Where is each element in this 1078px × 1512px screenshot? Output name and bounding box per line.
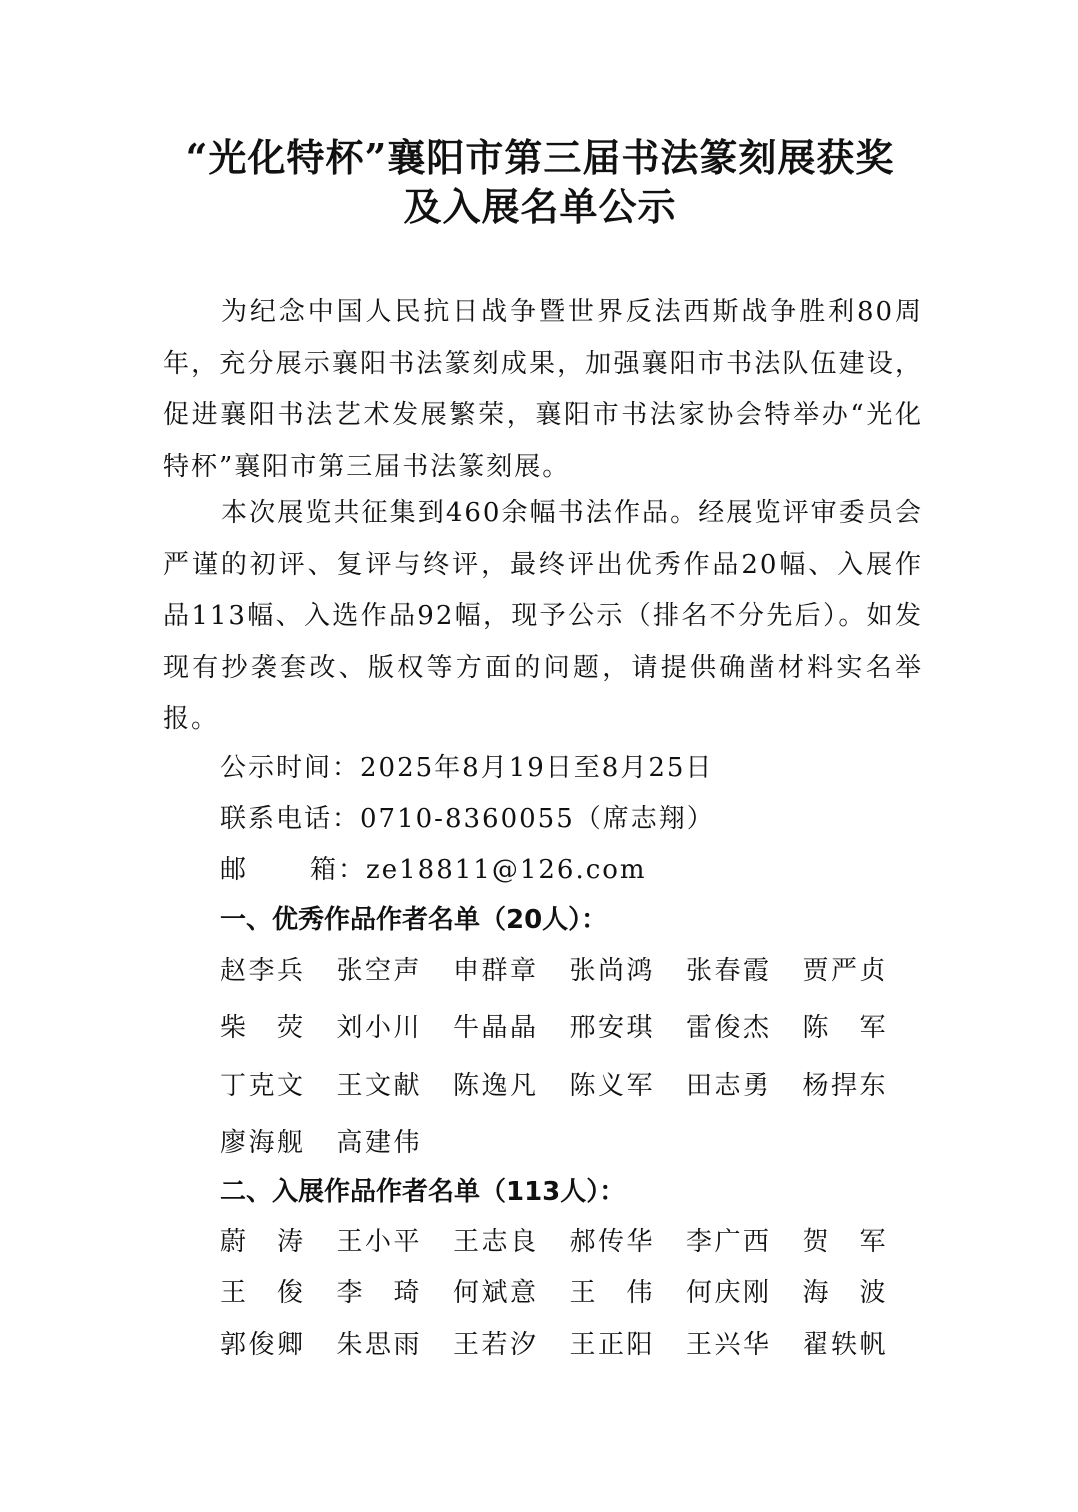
author-name: 雷 俊 杰	[686, 1013, 770, 1043]
author-name: 何 庆 刚	[686, 1278, 770, 1308]
author-name: 李 广 西	[686, 1226, 770, 1257]
author-name: 杨 捍 东	[802, 1070, 887, 1101]
author-name: 陈 军	[802, 1013, 887, 1043]
author-name: 蔚 涛	[220, 1226, 304, 1257]
author-name: 张 尚 鸿	[569, 955, 654, 986]
author-name: 何 斌 意	[453, 1278, 537, 1308]
author-name: 陈 义 军	[569, 1070, 654, 1101]
author-name: 廖 海 舰	[220, 1128, 304, 1158]
author-name: 柴 荧	[220, 1013, 304, 1043]
author-name: 刘 小 川	[336, 1013, 421, 1043]
summary-paragraph: 本次展览共征集到460余幅书法作品。经展览评审委员会严谨的初评、复评与终评，最终评出优秀作品20幅、入展作品113幅、入选作品92幅，现予公示（排名不分先后）。如发现有抄袭套改、版权等方面的问题，请提供确凿材料实名举报。	[163, 498, 923, 734]
summary-paragraph-block	[163, 488, 923, 746]
email-label-part-2: 箱：	[310, 855, 367, 885]
author-name: 田 志 勇	[686, 1070, 770, 1101]
author-name: 翟 轶 帆	[802, 1329, 887, 1360]
author-name: 朱 思 雨	[336, 1329, 421, 1360]
author-name: 贺 军	[802, 1226, 887, 1257]
document-title-line-1: “光化特杯”襄阳市第三届书法篆刻展获奖	[185, 135, 895, 180]
author-name: 申 群 章	[453, 955, 537, 986]
email-line	[220, 845, 647, 896]
publicity-time-value: 2025年8月19日至8月25日	[360, 753, 714, 783]
author-name: 王 志 良	[453, 1226, 537, 1257]
exhibited-works-name-list	[220, 1216, 920, 1371]
author-name: 贾 严 贞	[802, 955, 887, 986]
author-name: 王 伟	[569, 1278, 654, 1308]
author-name: 李 琦	[336, 1278, 421, 1308]
author-name: 张 空 声	[336, 955, 421, 986]
author-name: 王 小 平	[336, 1226, 421, 1257]
contact-phone-line	[220, 794, 715, 845]
email-label	[220, 855, 366, 885]
author-name: 丁 克 文	[220, 1070, 304, 1101]
intro-paragraph: 为纪念中国人民抗日战争暨世界反法西斯战争胜利80周年，充分展示襄阳书法篆刻成果，加强襄阳市书法队伍建设，促进襄阳书法艺术发展繁荣，襄阳市书法家协会特举办“光化特杯”襄阳市第三届书法篆刻展。	[163, 297, 923, 482]
author-name: 海 波	[802, 1278, 887, 1308]
intro-paragraph-block	[163, 287, 923, 493]
excellent-works-name-list	[220, 945, 920, 1175]
author-name: 郝 传 华	[569, 1226, 654, 1257]
email-label-part-1: 邮	[220, 855, 249, 885]
document-title-line-2: 及入展名单公示	[403, 184, 677, 229]
contact-phone-value: 0710-8360055（席志翔）	[360, 804, 715, 834]
author-name: 邢 安 琪	[569, 1013, 654, 1043]
author-name: 高 建 伟	[336, 1128, 421, 1158]
author-name: 牛 晶 晶	[453, 1013, 537, 1043]
publicity-time-line	[220, 743, 713, 794]
author-name: 王 俊	[220, 1278, 304, 1308]
author-name: 王 若 汐	[453, 1329, 537, 1360]
author-name: 张 春 霞	[686, 955, 770, 986]
exhibited-works-heading: 二、入展作品作者名单（113人）：	[220, 1177, 626, 1207]
author-name: 王 正 阳	[569, 1329, 654, 1360]
author-name: 陈 逸 凡	[453, 1070, 537, 1101]
author-name: 王 兴 华	[686, 1329, 770, 1360]
contact-phone-label: 联系电话：	[220, 804, 361, 834]
email-value: ze18811@126.com	[366, 855, 647, 885]
author-name: 王 文 献	[336, 1070, 421, 1101]
author-name: 赵 李 兵	[220, 955, 304, 986]
excellent-works-heading: 一、优秀作品作者名单（20人）：	[220, 905, 608, 935]
author-name: 郭 俊 卿	[220, 1329, 304, 1360]
publicity-time-label: 公示时间：	[220, 753, 361, 783]
